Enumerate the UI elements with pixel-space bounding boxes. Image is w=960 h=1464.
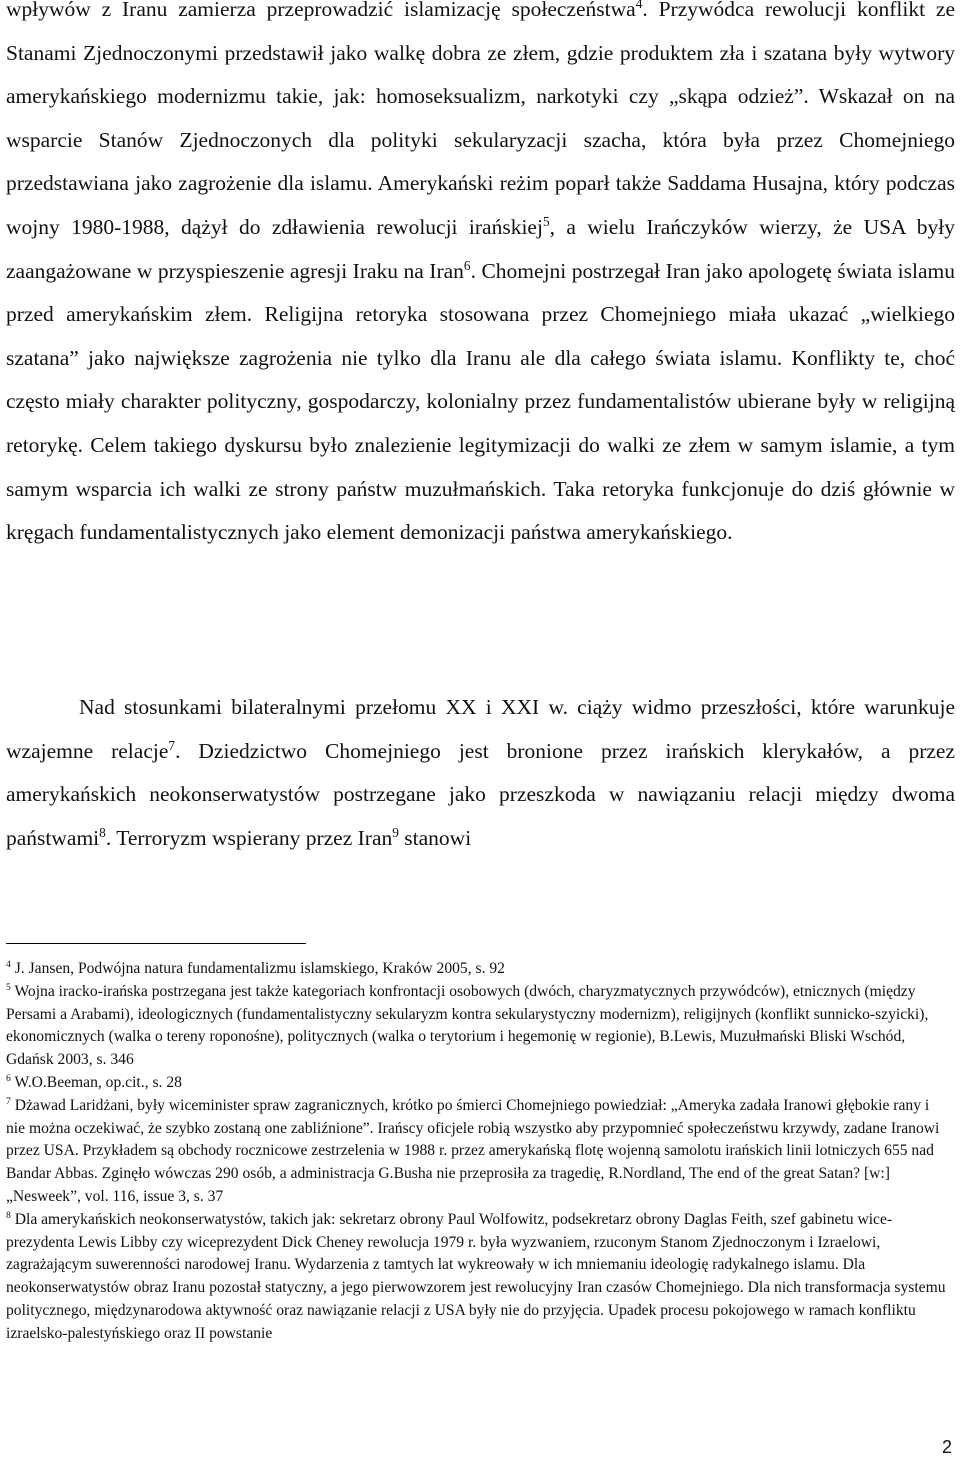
footnotes-section — [6, 958, 952, 1346]
footnote-number: 5 — [6, 981, 11, 993]
footnote-6 — [6, 1072, 952, 1095]
footnote-number: 4 — [6, 958, 11, 970]
text-run: Nad stosunkami bilateralnymi przełomu XX i XXI w. ciąży widmo przeszłości, które warunkuje wzajemne relacje — [6, 695, 955, 763]
footnote-ref[interactable]: 5 — [542, 213, 550, 229]
body-paragraph-1 — [6, 0, 955, 555]
body-paragraph-2 — [6, 686, 955, 860]
footnote-text: Wojna iracko-irańska postrzegana jest także kategoriach konfrontacji osobowych (dwóch, charyzmatycznych przywódców), etnicznych (między Persami a Arabami), ideologicznych (fundamentalistyczny sekularyzm kontra sekularystyczny modernizm), religijnych (konflikt sunnicko-szyicki), ekonomicznych (walka o tereny roponośne), politycznych (walka o terytorium i hegemonię w regionie), B.Lewis, Muzułmański Bliski Wschód, Gdańsk 2003, s. 346 — [6, 982, 929, 1069]
footnote-ref[interactable]: 8 — [99, 824, 106, 840]
footnote-text: W.O.Beeman, op.cit., s. 28 — [10, 1073, 182, 1091]
footnote-ref[interactable]: 7 — [168, 737, 176, 753]
footnote-text: Dla amerykańskich neokonserwatystów, takich jak: sekretarz obrony Paul Wolfowitz, podsekretarz obrony Daglas Feith, szef gabinetu wice-prezydenta Lewis Libby czy wiceprezydent Dick Cheney rewolucja 1979 r. była wyzwaniem, rzuconym Stanom Zjednoczonym i Izraelowi, zagrażającym suwerenności narodowej Iranu. Wydarzenia z tamtych lat wykreowały w ich mniemaniu ideologię radykalnego islamu. Dla neokonserwatystów obraz Iranu pozostał statyczny, a jego pierwowzorem jest rewolucyjny Iran czasów Chomejniego. Dla nich transformacja systemu politycznego, międzynarodowa aktywność oraz nawiązanie relacji z USA były nie do przyjęcia. Upadek procesu pokojowego w ramach konfliktu izraelsko-palestyńskiego oraz II powstanie — [6, 1210, 946, 1342]
text-run: . Chomejni postrzegał Iran jako apologetę świata islamu przed amerykańskim złem. Religijna retoryka stosowana przez Chomejniego miała ukazać „wielkiego szatana” jako największe zagrożenia nie tylko dla Iranu ale dla całego świata islamu. Konflikty te, choć często miały charakter polityczny, gospodarczy, kolonialny przez fundamentalistów ubierane były w religijną retorykę. Celem takiego dyskursu było znalezienie legitymizacji do walki ze złem w samym islamie, a tym samym wsparcia ich walki ze strony państw muzułmańskich. Taka retoryka funkcjonuje do dziś głównie w kręgach fundamentalistycznych jako element demonizacji państwa amerykańskiego. — [6, 258, 955, 545]
footnote-text: J. Jansen, Podwójna natura fundamentalizmu islamskiego, Kraków 2005, s. 92 — [10, 960, 505, 977]
text-run: , a wielu Irańczyków wierzy, że USA były zaangażowane w przyspieszenie agresji Iraku na Iran — [6, 214, 955, 283]
footnote-number: 6 — [6, 1072, 11, 1084]
text-run: . Dziedzictwo Chomejniego jest bronione przez irańskich klerykałów, a przez amerykańskich neokonserwatystów postrzegane jako przeszkoda w nawiązaniu relacji między dwoma państwami — [6, 738, 955, 850]
footnote-8 — [6, 1209, 952, 1346]
text-run: . Terroryzm wspierany przez Iran — [105, 825, 393, 850]
page-number: 2 — [941, 1437, 952, 1457]
footnote-ref[interactable]: 9 — [392, 824, 399, 840]
text-run: . Przywódca rewolucji konflikt ze Stanami Zjednoczonymi przedstawił jako walkę dobra ze złem, gdzie produktem zła i szatana były wytwory amerykańskiego modernizmu takie, jak: homoseksualizm, narkotyki czy „skąpa odzież”. Wskazał on na wsparcie Stanów Zjednoczonych dla polityki sekularyzacji szacha, która była przez Chomejniego przedstawiana jako zagrożenie dla islamu. Amerykański reżim poparł także Saddama Husajna, który podczas wojny 1980-1988, dążył do zdławienia rewolucji irańskiej — [6, 0, 955, 239]
footnote-ref[interactable]: 6 — [463, 257, 471, 273]
footnote-number: 7 — [6, 1095, 11, 1107]
footnote-text: Dżawad Laridżani, były wiceminister spraw zagranicznych, krótko po śmierci Chomejniego powiedział: „Ameryka zadała Iranowi głębokie rany i nie można oczekiwać, że szybko zostaną one zabliźnione”. Irańscy oficjele robią wszystko aby przypomnieć społeczeństwu krzywdy, zadane Iranowi przez USA. Przykładem są obchody rocznicowe zestrzelenia w 1988 r. przez amerykańską flotę wojenną samolotu irańskich linii lotniczych 655 nad Bandar Abbas. Zginęło wówczas 290 osób, a administracja G.Busha nie przeprosiła za tragedię, R.Nordland, The end of the great Satan? [w:] „Nesweek”, vol. 116, issue 3, s. 37 — [6, 1096, 940, 1205]
text-run: wpływów z Iranu zamierza przeprowadzić islamizację społeczeństwa — [6, 0, 636, 21]
footnote-5 — [6, 981, 952, 1072]
text-run: stanowi — [398, 825, 472, 850]
footnote-separator — [6, 943, 306, 944]
footnote-ref[interactable]: 4 — [635, 0, 643, 11]
footnote-7 — [6, 1095, 952, 1209]
footnote-4 — [6, 958, 952, 981]
footnote-number: 8 — [6, 1209, 11, 1221]
